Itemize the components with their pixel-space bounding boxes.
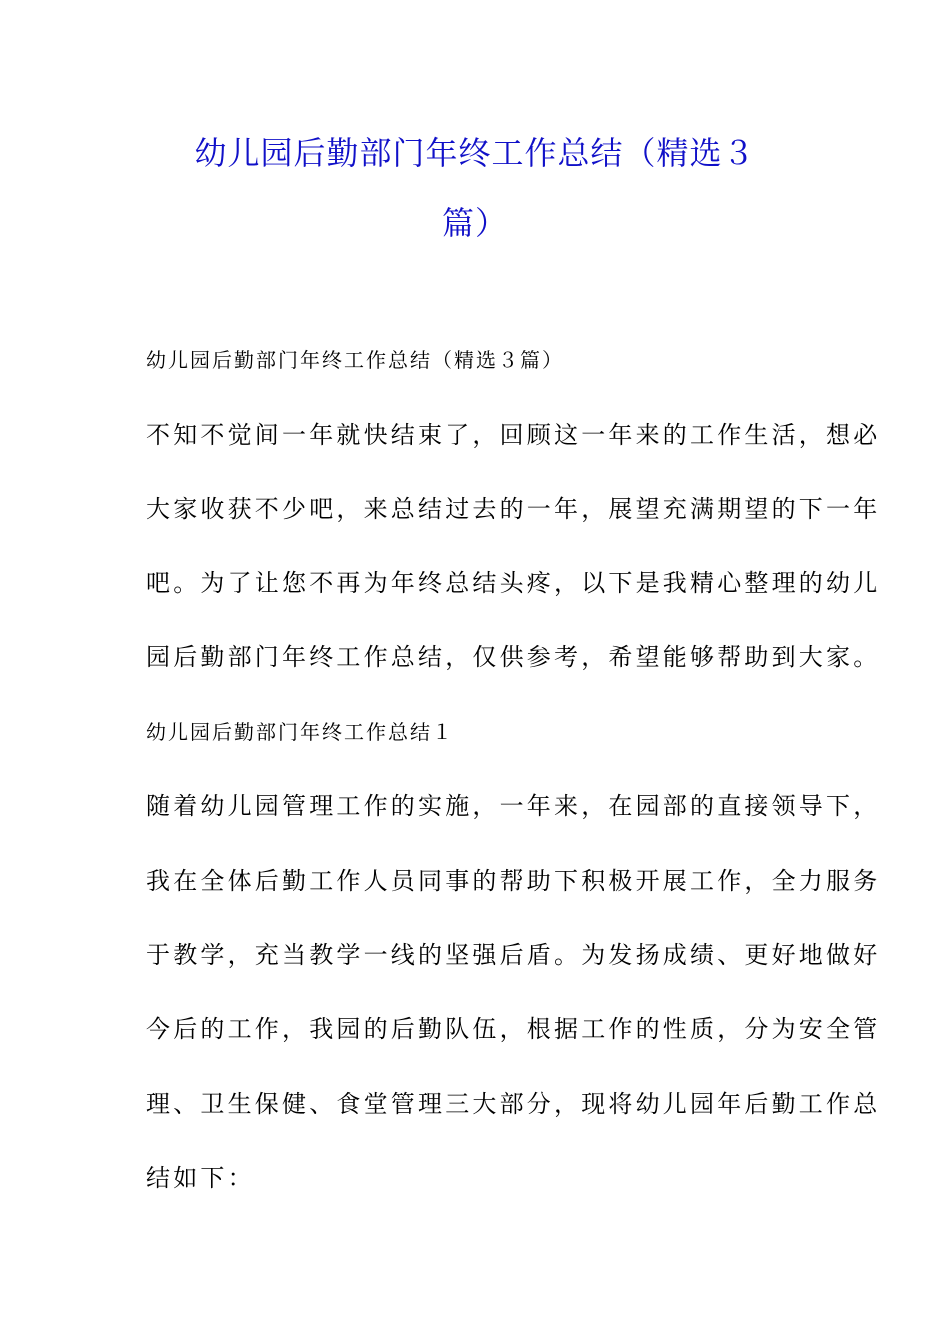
section-line-2: 我在全体后勤工作人员同事的帮助下积极开展工作，全力服务 [146, 867, 881, 895]
section-line-6: 结如下： [146, 1164, 255, 1192]
document-subtitle: 幼儿园后勤部门年终工作总结（精选３篇） [146, 348, 564, 372]
intro-line-4: 园后勤部门年终工作总结，仅供参考，希望能够帮助到大家。 [146, 643, 881, 671]
section-line-5: 理、卫生保健、食堂管理三大部分，现将幼儿园年后勤工作总 [146, 1090, 881, 1118]
document-title-line-1: 幼儿园后勤部门年终工作总结（精选３ [194, 134, 756, 172]
intro-line-2: 大家收获不少吧，来总结过去的一年，展望充满期望的下一年 [146, 495, 881, 523]
intro-line-1: 不知不觉间一年就快结束了，回顾这一年来的工作生活，想必 [146, 421, 881, 449]
document-title-line-2: 篇） [441, 204, 508, 242]
section-heading: 幼儿园后勤部门年终工作总结１ [146, 720, 454, 744]
section-line-1: 随着幼儿园管理工作的实施，一年来，在园部的直接领导下， [146, 792, 881, 820]
section-line-4: 今后的工作，我园的后勤队伍，根据工作的性质，分为安全管 [146, 1015, 881, 1043]
section-line-3: 于教学，充当教学一线的坚强后盾。为发扬成绩、更好地做好 [146, 941, 881, 969]
intro-line-3: 吧。为了让您不再为年终总结头疼，以下是我精心整理的幼儿 [146, 569, 881, 597]
